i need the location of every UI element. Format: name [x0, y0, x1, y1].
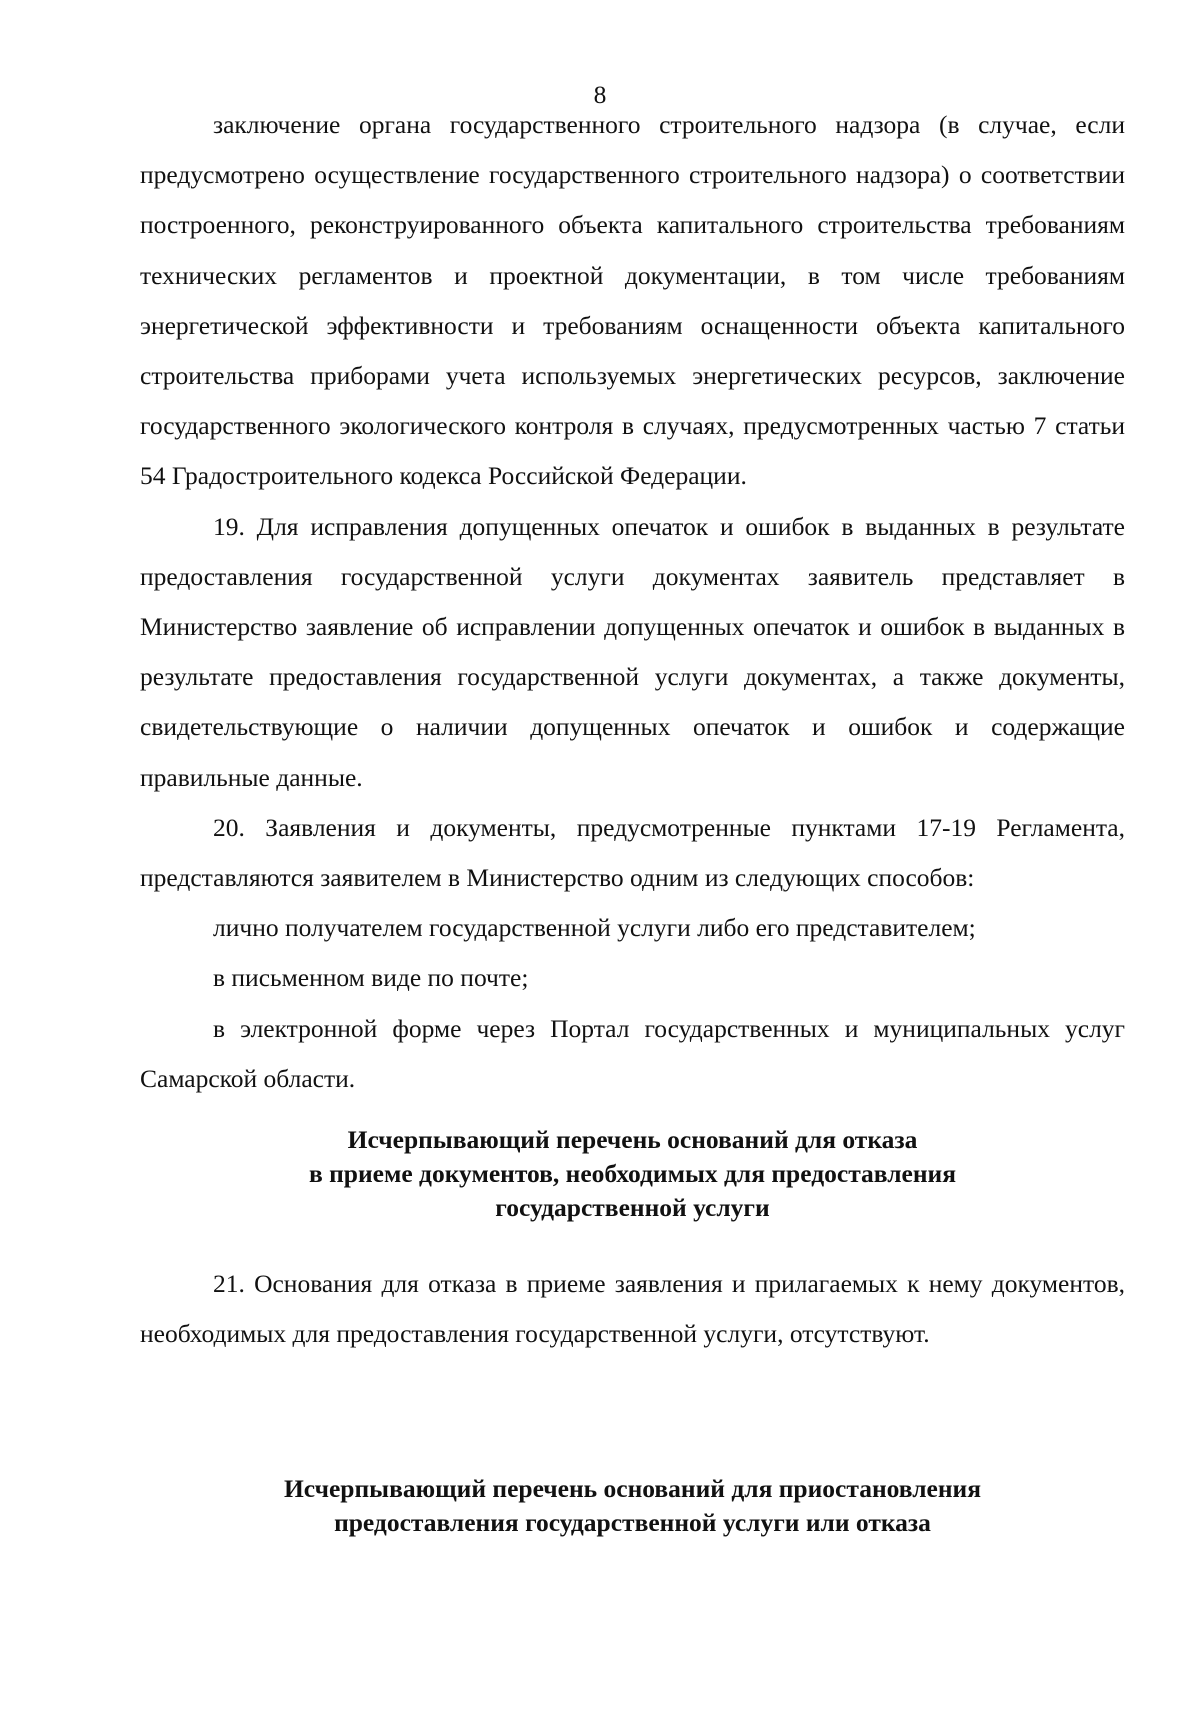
heading-line: государственной услуги — [495, 1193, 770, 1222]
section-heading-refusal — [140, 1123, 1125, 1225]
paragraph-continuation: заключение органа государственного строительного надзора (в случае, если предусмотрено осуществление государственного строительного надзора) о соответствии построенного, реконструированного объекта капитального строительства требованиям технических регламентов и проектной документации, в том числе требованиям энергетической эффективности и требованиям оснащенности объекта капитального строительства приборами учета используемых энергетических ресурсов, заключение государственного экологического контроля в случаях, предусмотренных частью 7 статьи 54 Градостроительного кодекса Российской Федерации. — [140, 110, 1125, 491]
heading-line: предоставления государственной услуги или отказа — [334, 1508, 931, 1537]
paragraph-21: 21. Основания для отказа в приеме заявления и прилагаемых к нему документов, необходимых для предоставления государственной услуги, отсутствуют. — [140, 1269, 1125, 1349]
section-heading-suspension — [140, 1472, 1125, 1540]
page-number: 8 — [593, 80, 607, 109]
paragraph-19: 19. Для исправления допущенных опечаток и ошибок в выданных в результате предоставления государственной услуги документах заявитель представляет в Министерство заявление об исправлении допущенных опечаток и ошибок в выданных в результате предоставления государственной услуги документах, а также документы, свидетельствующие о наличии допущенных опечаток и ошибок и содержащие правильные данные. — [140, 511, 1125, 792]
body-text-lower — [140, 1259, 1125, 1359]
heading-line: в приеме документов, необходимых для предоставления — [308, 1159, 957, 1188]
heading-line: Исчерпывающий перечень оснований для приостановления — [283, 1474, 982, 1503]
heading-line: Исчерпывающий перечень оснований для отказа — [347, 1125, 918, 1154]
list-item-electronic: в электронной форме через Портал государственных и муниципальных услуг Самарской области. — [140, 1013, 1125, 1093]
list-item-by-mail: в письменном виде по почте; — [213, 963, 529, 993]
list-item-in-person: лично получателем государственной услуги либо его представителем; — [213, 913, 976, 943]
paragraph-20: 20. Заявления и документы, предусмотренные пунктами 17-19 Регламента, представляются заявителем в Министерство одним из следующих способов: — [140, 812, 1125, 893]
body-text-upper — [140, 100, 1125, 1104]
